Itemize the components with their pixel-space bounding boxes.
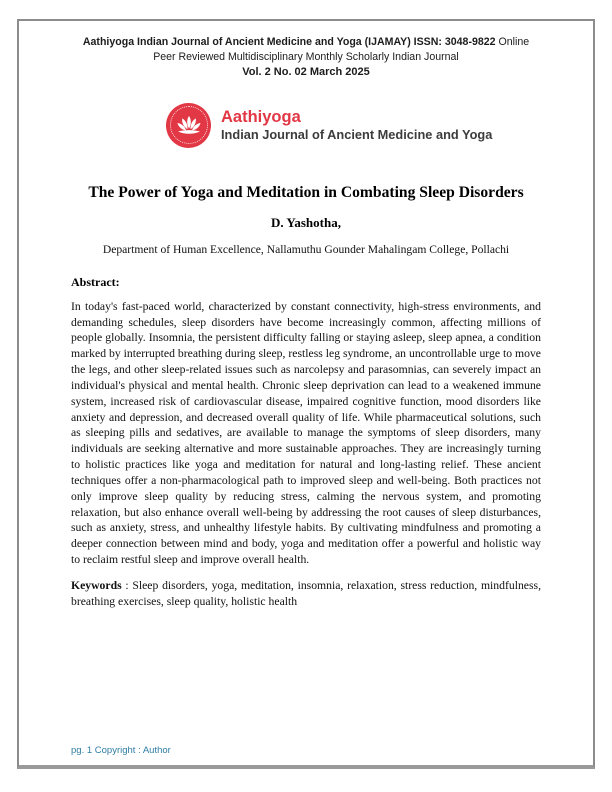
- abstract-body: In today's fast-paced world, characterized by constant connectivity, high-stress environments, and demanding schedules, sleep disorders have become increasingly common, affecting millions of people globally. Insomnia, the persistent difficulty falling or staying asleep, sleep apnea, a condition marked by interrupted breathing during sleep, restless leg syndrome, an uncontrollable urge to move the legs, and other sleep-related issues such as narcolepsy and parasomnias, can severely impact an individual's physical and mental health. Chronic sleep deprivation can lead to a weakened immune system, increased risk of cardiovascular disease, impaired cognitive function, mood disorders like anxiety and depression, and decreased overall quality of life. While pharmaceutical solutions, such as sleeping pills and sedatives, are available to manage the symptoms of sleep disorders, many individuals are seeking alternative and more sustainable approaches. They are increasingly turning to holistic practices like yoga and meditation for natural and long-lasting relief. These ancient techniques offer a non-pharmacological path to improved sleep and well-being. Both practices not only improve sleep quality by reducing stress, calming the nervous system, and promoting relaxation, but also enhance overall well-being by addressing the root causes of sleep disturbances, such as anxiety, stress, and unhealthy lifestyle habits. By cultivating mindfulness and promoting a deeper connection between mind and body, yoga and meditation offer a powerful and holistic way to reclaim restful sleep and improve overall health.: [71, 299, 541, 567]
- keywords-label: Keywords: [71, 579, 122, 593]
- journal-title-issn: Aathiyoga Indian Journal of Ancient Medicine and Yoga (IJAMAY) ISSN: 3048-9822: [82, 36, 496, 48]
- article-affiliation: Department of Human Excellence, Nallamuthu Gounder Mahalingam College, Pollachi: [102, 242, 510, 256]
- logo-brand-name: Aathiyoga: [221, 108, 301, 127]
- page-content: [19, 21, 593, 765]
- journal-volume-issue: Vol. 2 No. 02 March 2025: [242, 66, 370, 79]
- page-footer: pg. 1 Copyright : Author: [71, 745, 171, 756]
- journal-online-label: Online: [495, 36, 530, 48]
- journal-logo: [166, 103, 541, 148]
- page-border-frame: [17, 19, 595, 769]
- journal-header-line1: [71, 35, 541, 50]
- article-author: D. Yashotha,: [271, 214, 341, 230]
- keywords-separator: :: [121, 579, 133, 593]
- abstract-heading: Abstract:: [71, 274, 120, 289]
- article-title: The Power of Yoga and Meditation in Combating Sleep Disorders: [88, 183, 524, 201]
- keywords-text: Sleep disorders, yoga, meditation, insomnia, relaxation, stress reduction, mindfulness, breathing exercises, sleep quality, holistic health: [71, 579, 542, 608]
- logo-subtitle: Indian Journal of Ancient Medicine and Yoga: [221, 126, 493, 142]
- keywords-paragraph: [71, 578, 541, 610]
- logo-ring: [170, 106, 208, 144]
- journal-header: [71, 35, 541, 81]
- logo-text: [221, 108, 492, 142]
- logo-badge: [166, 103, 211, 148]
- journal-header-line2: Peer Reviewed Multidisciplinary Monthly Scholarly Indian Journal: [153, 51, 459, 64]
